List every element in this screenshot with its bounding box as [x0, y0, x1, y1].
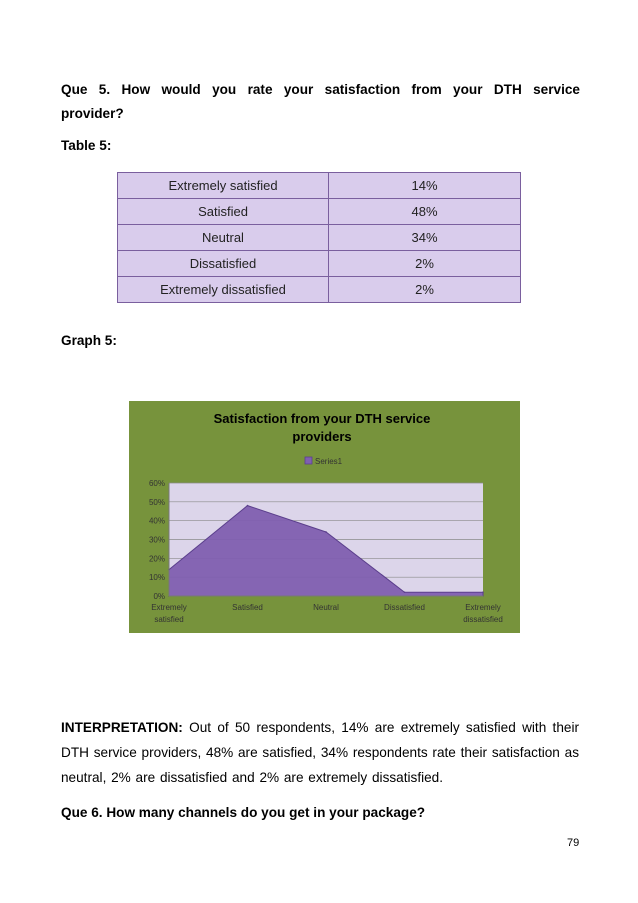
table-row	[118, 251, 521, 277]
interpretation-paragraph	[61, 715, 579, 790]
table-cell-value: 2%	[329, 251, 521, 277]
y-tick-label: 40%	[148, 516, 165, 526]
legend-label: Series1	[315, 457, 343, 466]
table-row	[118, 173, 521, 199]
table-cell-value: 48%	[329, 199, 521, 225]
table-cell-label: Dissatisfied	[118, 251, 329, 277]
chart-title-line-1: Satisfaction from your DTH service	[213, 411, 431, 426]
y-tick-label: 10%	[148, 573, 165, 583]
data-point	[247, 505, 249, 507]
data-point	[325, 531, 327, 533]
x-tick-label: dissatisfied	[463, 615, 503, 624]
graph-label: Graph 5:	[61, 333, 117, 348]
interpretation-text: Out of 50 respondents, 14% are extremely satisfied with their DTH service providers, 48% are satisfied, 34% respondents rate their satisfaction as neutral, 2% are dissatisfied and 2% are extremely dissatisfied.	[61, 720, 579, 785]
x-tick-label: Extremely	[465, 603, 501, 612]
x-tick-label: Extremely	[151, 603, 187, 612]
x-tick-label: Neutral	[313, 603, 339, 612]
table-row	[118, 277, 521, 303]
y-tick-label: 60%	[148, 479, 165, 488]
chart-title-line-2: providers	[292, 429, 352, 444]
table-row	[118, 225, 521, 251]
table-cell-value: 34%	[329, 225, 521, 251]
data-point	[482, 591, 484, 593]
question-6: Que 6. How many channels do you get in your package?	[61, 805, 426, 820]
x-tick-label: Dissatisfied	[384, 603, 425, 612]
table-cell-value: 2%	[329, 277, 521, 303]
x-tick-label: satisfied	[154, 615, 184, 624]
satisfaction-chart	[129, 401, 520, 633]
table-label: Table 5:	[61, 138, 112, 153]
satisfaction-table	[117, 172, 521, 303]
x-tick-label: Satisfied	[232, 603, 263, 612]
table-row	[118, 199, 521, 225]
table-cell-label: Extremely dissatisfied	[118, 277, 329, 303]
y-tick-label: 20%	[148, 554, 165, 564]
data-point	[404, 591, 406, 593]
table-cell-value: 14%	[329, 173, 521, 199]
table-cell-label: Satisfied	[118, 199, 329, 225]
legend-swatch	[305, 457, 312, 464]
y-tick-label: 50%	[148, 497, 165, 507]
y-tick-label: 0%	[153, 592, 165, 601]
y-tick-label: 30%	[148, 535, 165, 545]
table-cell-label: Neutral	[118, 225, 329, 251]
table-cell-label: Extremely satisfied	[118, 173, 329, 199]
chart-svg	[129, 401, 520, 633]
page-number: 79	[567, 837, 580, 849]
question-5: Que 5. How would you rate your satisfaction from your DTH service provider?	[61, 82, 580, 121]
interpretation-label: INTERPRETATION:	[61, 720, 183, 735]
